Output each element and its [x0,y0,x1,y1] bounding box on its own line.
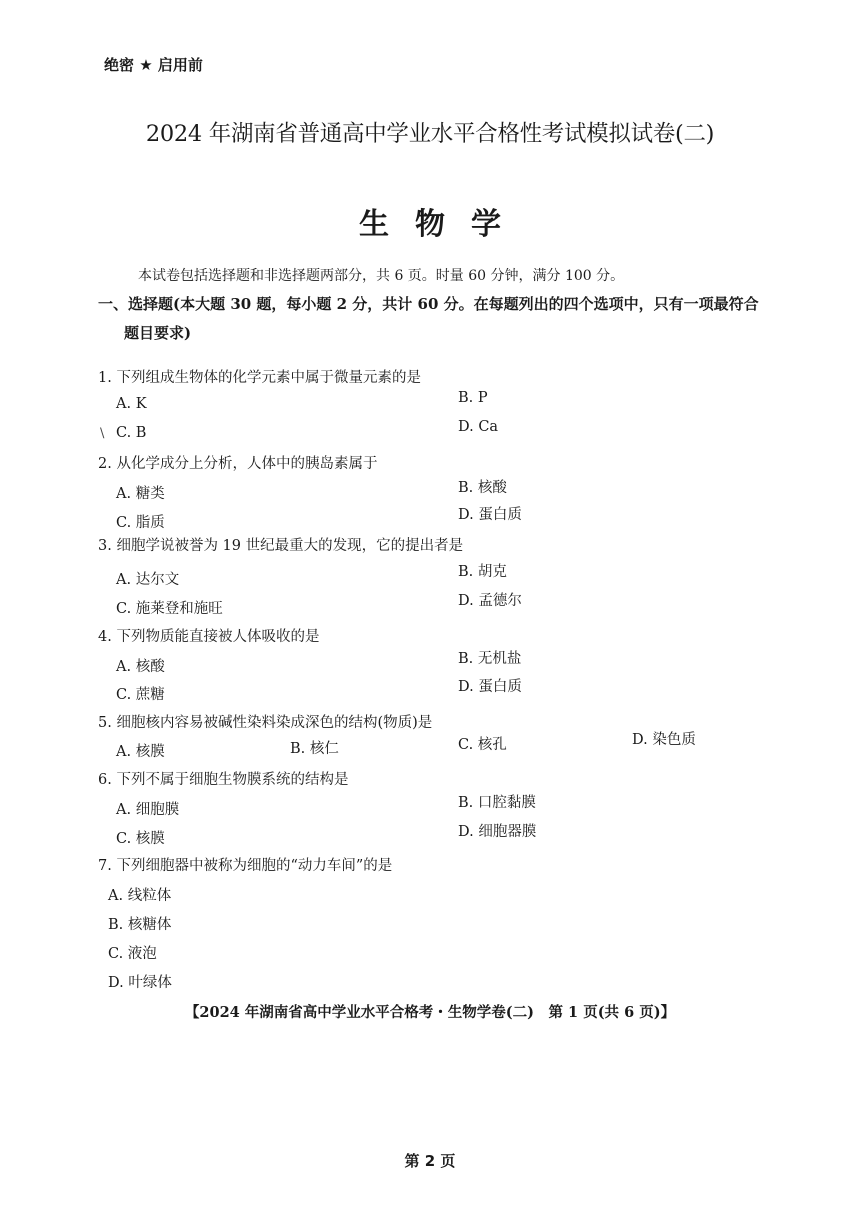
option-a: A. 核膜 [116,744,165,760]
option-c: C. 脂质 [116,515,165,531]
option-a: A. 达尔文 [116,572,180,588]
pencil-mark: \ [100,426,105,441]
option-c: C. 蔗糖 [116,687,165,703]
section-heading [98,290,788,348]
question-stem: 3. 细胞学说被誉为 19 世纪最重大的发现，它的提出者是 [98,538,464,554]
option-c: C. 施莱登和施旺 [116,601,223,617]
exam-intro: 本试卷包括选择题和非选择题两部分，共 6 页。时量 60 分钟，满分 100 分。 [138,268,625,284]
question-stem: 6. 下列不属于细胞生物膜系统的结构是 [98,772,349,788]
option-a: A. K [116,396,147,412]
option-b: B. P [458,390,488,406]
option-c: C. 液泡 [108,946,157,962]
option-a: A. 线粒体 [108,888,172,904]
section-heading-line2: 题目要求) [124,324,192,342]
confidential-label: 绝密 ★ 启用前 [104,56,203,74]
option-c: C. 核孔 [458,737,507,753]
option-d: D. 叶绿体 [108,975,172,991]
option-b: B. 口腔黏膜 [458,795,536,811]
question-stem: 7. 下列细胞器中被称为细胞的“动力车间”的是 [98,858,393,874]
option-b: B. 核酸 [458,480,507,496]
option-b: B. 胡克 [458,564,507,580]
option-d: D. 染色质 [632,732,696,748]
option-d: D. 蛋白质 [458,507,522,523]
page-footer: 【2024 年湖南省高中学业水平合格考・生物学卷(二) 第 1 页(共 6 页)】 [184,1004,676,1021]
question-stem: 2. 从化学成分上分析，人体中的胰岛素属于 [98,456,378,472]
option-d: D. 细胞器膜 [458,824,537,840]
question-stem: 5. 细胞核内容易被碱性染料染成深色的结构(物质)是 [98,715,433,731]
option-a: A. 核酸 [116,659,165,675]
option-c: C. 核膜 [116,831,165,847]
section-heading-line1: 一、选择题(本大题 30 题，每小题 2 分，共计 60 分。在每题列出的四个选项中，只有一项最符合 [98,295,759,313]
option-b: B. 无机盐 [458,651,522,667]
option-d: D. 孟德尔 [458,593,522,609]
option-c: C. B [116,425,147,441]
option-b: B. 核仁 [290,741,339,757]
option-a: A. 糖类 [116,486,165,502]
option-d: D. Ca [458,419,499,435]
page-number: 第 2 页 [404,1152,456,1170]
question-stem: 1. 下列组成生物体的化学元素中属于微量元素的是 [98,370,421,386]
option-b: B. 核糖体 [108,917,172,933]
exam-title: 2024 年湖南省普通高中学业水平合格性考试模拟试卷(二) [145,121,715,147]
subject-title: 生物学 [359,207,527,242]
option-a: A. 细胞膜 [116,802,180,818]
question-stem: 4. 下列物质能直接被人体吸收的是 [98,629,320,645]
option-d: D. 蛋白质 [458,679,522,695]
